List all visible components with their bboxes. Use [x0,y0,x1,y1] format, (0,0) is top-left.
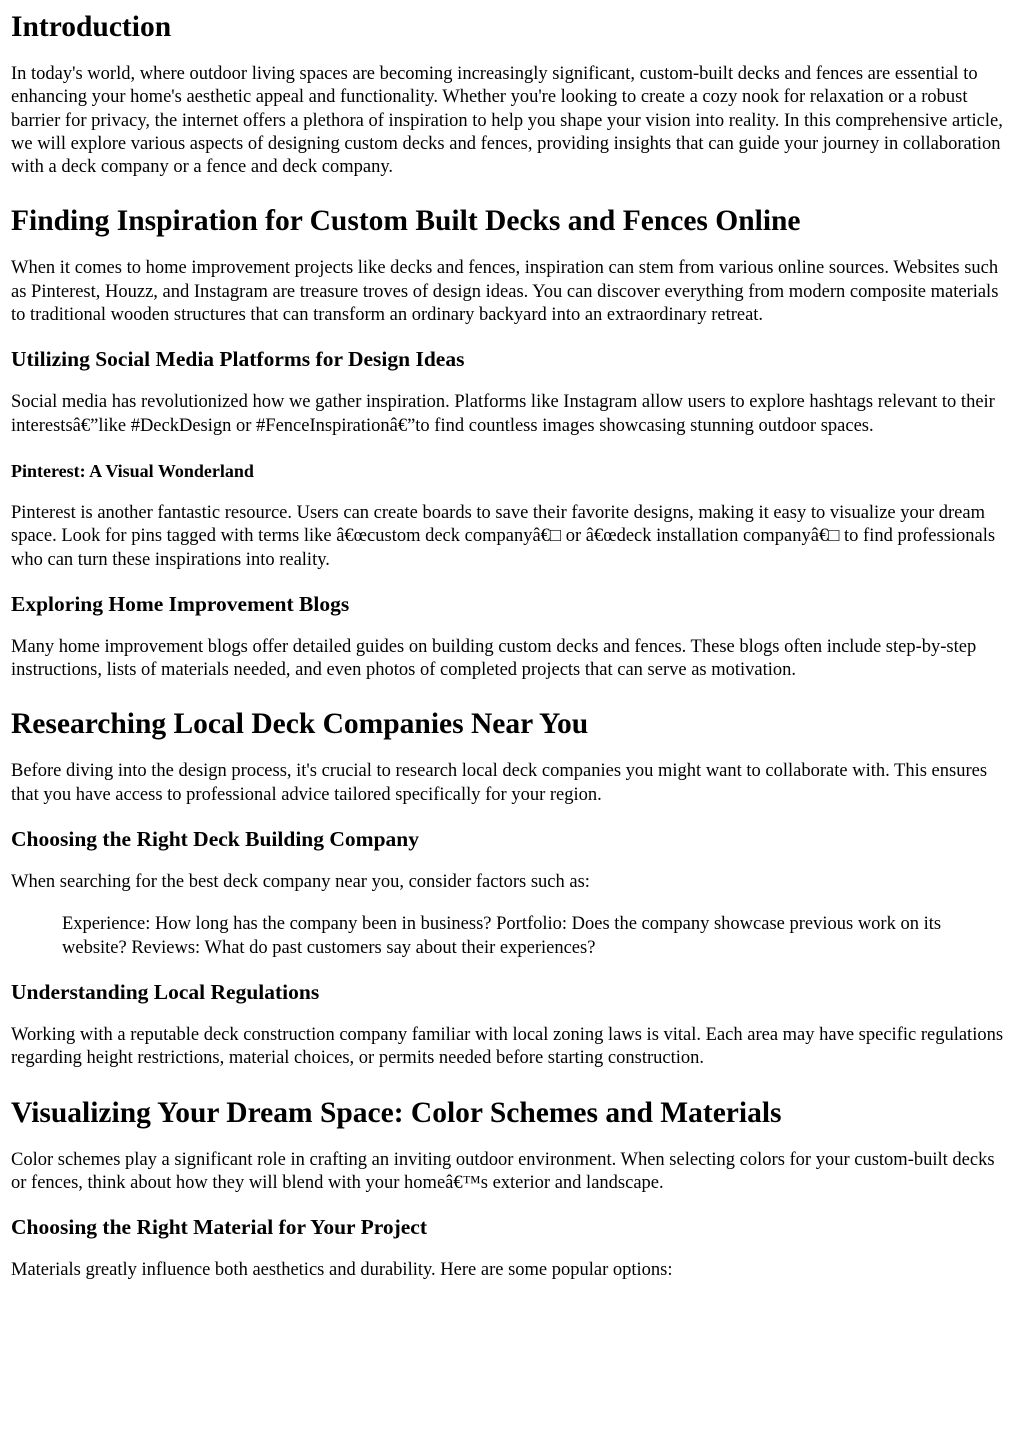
home-improvement-blogs-paragraph: Many home improvement blogs offer detailed guides on building custom decks and fences. These blogs often include step-by-step instructions, lists of materials needed, and even photos of completed projects that can serve as motivation. [11,636,977,681]
section-heading-finding-inspiration: Finding Inspiration for Custom Built Decks and Fences Online [11,205,801,238]
factors-blockquote: Experience: How long has the company been in business? Portfolio: Does the company showcase previous work on its website? Reviews: What do past customers say about their experiences? [62,914,942,958]
subheading-home-improvement-blogs: Exploring Home Improvement Blogs [11,591,350,616]
finding-inspiration-paragraph: When it comes to home improvement projects like decks and fences, inspiration can stem from various online sources. Websites such as Pinterest, Houzz, and Instagram are treasure troves of design ideas. You can discover everything from modern composite materials to traditional wooden structures that can transform an ordinary backyard into an extraordinary retreat. [11,258,999,326]
subheading-social-media: Utilizing Social Media Platforms for Design Ideas [11,347,465,372]
section-heading-researching-local: Researching Local Deck Companies Near You [11,708,589,741]
subheading-choosing-material: Choosing the Right Material for Your Project [11,1215,428,1240]
choosing-deck-company-paragraph: When searching for the best deck company near you, consider factors such as: [11,872,590,893]
choosing-material-paragraph: Materials greatly influence both aesthetics and durability. Here are some popular options: [11,1260,673,1281]
pinterest-paragraph: Pinterest is another fantastic resource. Users can create boards to save their favorite designs, making it easy to visualize your dream space. Look for pins tagged with terms like â€œcustom deck companyâ€□ or â€œdeck installation companyâ€□ to find professionals who can turn these inspirations into reality. [11,502,996,570]
local-regulations-paragraph: Working with a reputable deck construction company familiar with local zoning laws is vital. Each area may have specific regulations regarding height restrictions, material choices, or permits needed before starting construction. [11,1024,1004,1069]
social-media-paragraph: Social media has revolutionized how we gather inspiration. Platforms like Instagram allow users to explore hashtags relevant to their interestsâ€”like #DeckDesign or #FenceInspirationâ€”to find countless images showcasing stunning outdoor spaces. [11,392,995,436]
section-heading-visualizing: Visualizing Your Dream Space: Color Schemes and Materials [11,1096,782,1129]
section-heading-introduction: Introduction [11,11,172,43]
subheading-choosing-deck-company: Choosing the Right Deck Building Company [11,827,419,852]
subheading-pinterest: Pinterest: A Visual Wonderland [11,460,254,481]
article [0,10,1024,1282]
subheading-local-regulations: Understanding Local Regulations [11,979,320,1004]
researching-local-paragraph: Before diving into the design process, it's crucial to research local deck companies you might want to collaborate with. This ensures that you have access to professional advice tailored specifically for your region. [11,761,988,805]
visualizing-paragraph: Color schemes play a significant role in crafting an inviting outdoor environment. When selecting colors for your custom-built decks or fences, think about how they will blend with your homeâ€™s exterior and landscape. [11,1149,995,1193]
introduction-paragraph: In today's world, where outdoor living spaces are becoming increasingly significant, custom-built decks and fences are essential to enhancing your home's aesthetic appeal and functionality. Whether you're looking to create a cozy nook for relaxation or a robust barrier for privacy, the internet offers a plethora of inspiration to help you shape your vision into reality. In this comprehensive article, we will explore various aspects of designing custom decks and fences, providing insights that can guide your journey in collaboration with a deck company or a fence and deck company. [11,64,1003,178]
